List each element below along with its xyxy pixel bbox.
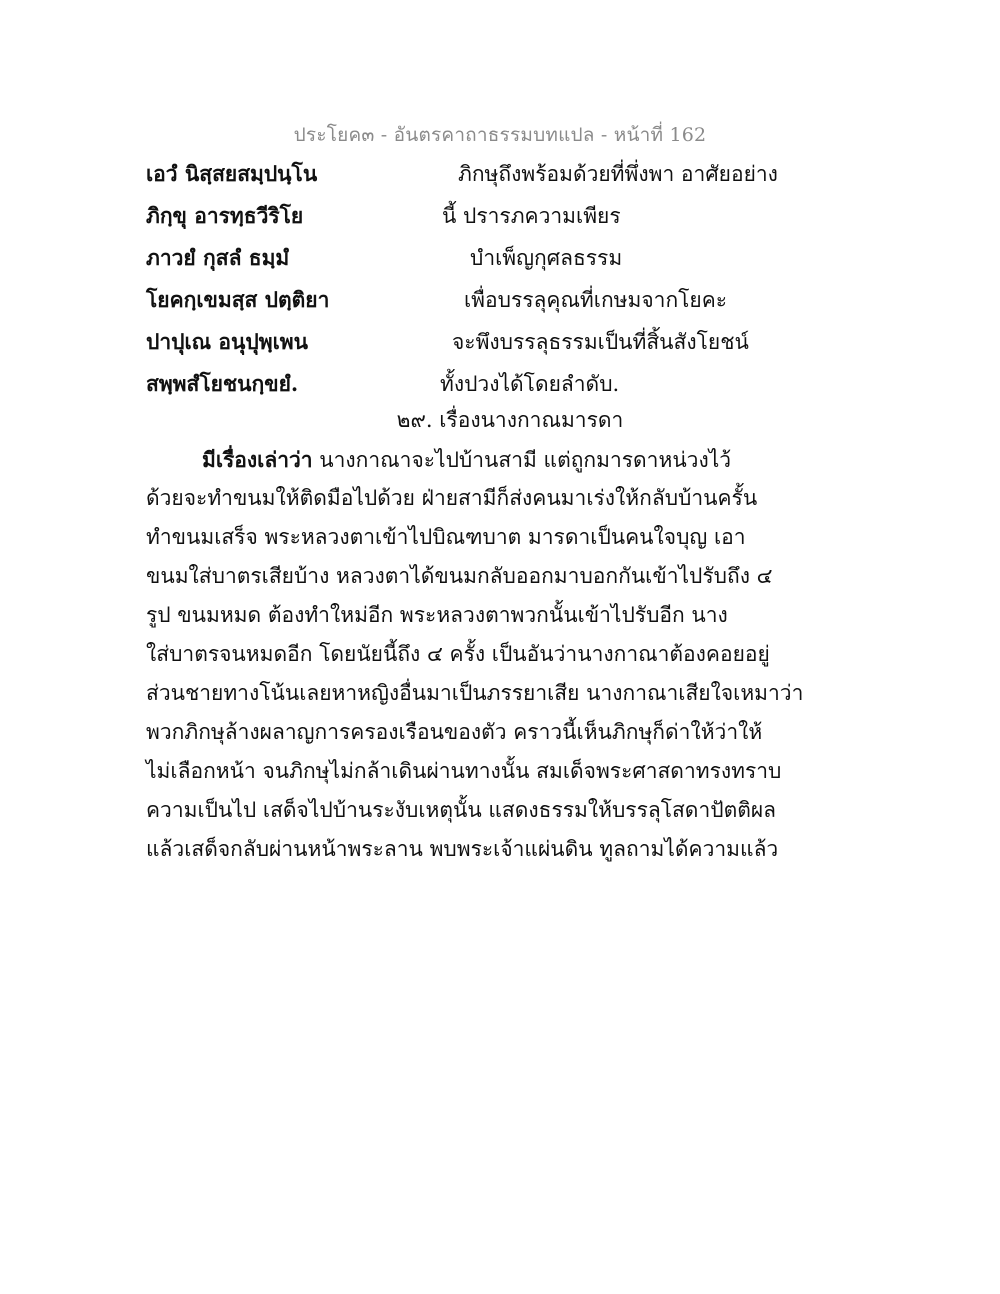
pali-text: ภาวยํ กุสลํ ธมฺมํ	[146, 245, 290, 270]
pali-text: โยคกฺเขมสฺส ปตฺติยา	[146, 287, 330, 312]
pali-text: สพฺพสํโยชนกฺขยํ.	[146, 371, 299, 396]
thai-translation: เพื่อบรรลุคุณที่เกษมจากโยคะ	[464, 288, 728, 312]
verse-line	[0, 284, 1000, 326]
story-body	[146, 440, 804, 869]
body-line: ส่วนชายทางโน้นเลยหาหญิงอื่นมาเป็นภรรยาเสีย นางกาณาเสียใจเหมาว่า	[146, 681, 804, 705]
body-line: ใส่บาตรจนหมดอีก โดยนัยนี้ถึง ๔ ครั้ง เป็นอันว่านางกาณาต้องคอยอยู่	[146, 642, 770, 666]
body-line: พวกภิกษุล้างผลาญการครองเรือนของตัว คราวนี้เห็นภิกษุก็ด่าให้ว่าให้	[146, 720, 763, 744]
page-header: ประโยค๓ - อันตรคาถาธรรมบทแปล - หน้าที่ 162	[293, 124, 707, 146]
body-line: รูป ขนมหมด ต้องทำใหม่อีก พระหลวงตาพวกนั้นเข้าไปรับอีก นาง	[146, 603, 728, 627]
pali-text: ปาปุเณ อนุปุพฺเพน	[146, 329, 308, 354]
body-line-text: นางกาณาจะไปบ้านสามี แต่ถูกมารดาหน่วงไว้	[312, 448, 732, 472]
story-title: ๒๙. เรื่องนางกาณมารดา	[396, 408, 624, 432]
thai-translation: บำเพ็ญกุศลธรรม	[470, 246, 623, 270]
pali-verse	[0, 158, 1000, 410]
verse-line	[0, 242, 1000, 284]
thai-translation: ทั้งปวงได้โดยลำดับ.	[440, 372, 620, 396]
thai-translation: ภิกษุถึงพร้อมด้วยที่พึ่งพา อาศัยอย่าง	[458, 162, 778, 186]
body-line: ด้วยจะทำขนมให้ติดมือไปด้วย ฝ่ายสามีก็ส่งคนมาเร่งให้กลับบ้านครั้น	[146, 486, 758, 510]
verse-line	[0, 326, 1000, 368]
story-lead: มีเรื่องเล่าว่า	[202, 447, 313, 472]
body-line: ไม่เลือกหน้า จนภิกษุไม่กล้าเดินผ่านทางนั้น สมเด็จพระศาสดาทรงทราบ	[146, 759, 782, 783]
body-line: ขนมใส่บาตรเสียบ้าง หลวงตาได้ขนมกลับออกมาบอกกันเข้าไปรับถึง ๔	[146, 564, 773, 588]
verse-line	[0, 158, 1000, 200]
pali-text: เอวํ นิสฺสยสมฺปนฺโน	[146, 161, 318, 186]
thai-translation: จะพึงบรรลุธรรมเป็นที่สิ้นสังโยชน์	[452, 330, 749, 354]
verse-line	[0, 200, 1000, 242]
pali-text: ภิกฺขุ อารทฺธวีริโย	[146, 203, 304, 228]
body-line: ความเป็นไป เสด็จไปบ้านระงับเหตุนั้น แสดงธรรมให้บรรลุโสดาปัตติผล	[146, 798, 777, 822]
body-line: ทำขนมเสร็จ พระหลวงตาเข้าไปบิณฑบาต มารดาเป็นคนใจบุญ เอา	[146, 525, 746, 549]
body-line	[146, 440, 746, 479]
body-line: แล้วเสด็จกลับผ่านหน้าพระลาน พบพระเจ้าแผ่นดิน ทูลถามได้ความแล้ว	[146, 837, 779, 861]
thai-translation: นี้ ปรารภความเพียร	[442, 204, 621, 228]
